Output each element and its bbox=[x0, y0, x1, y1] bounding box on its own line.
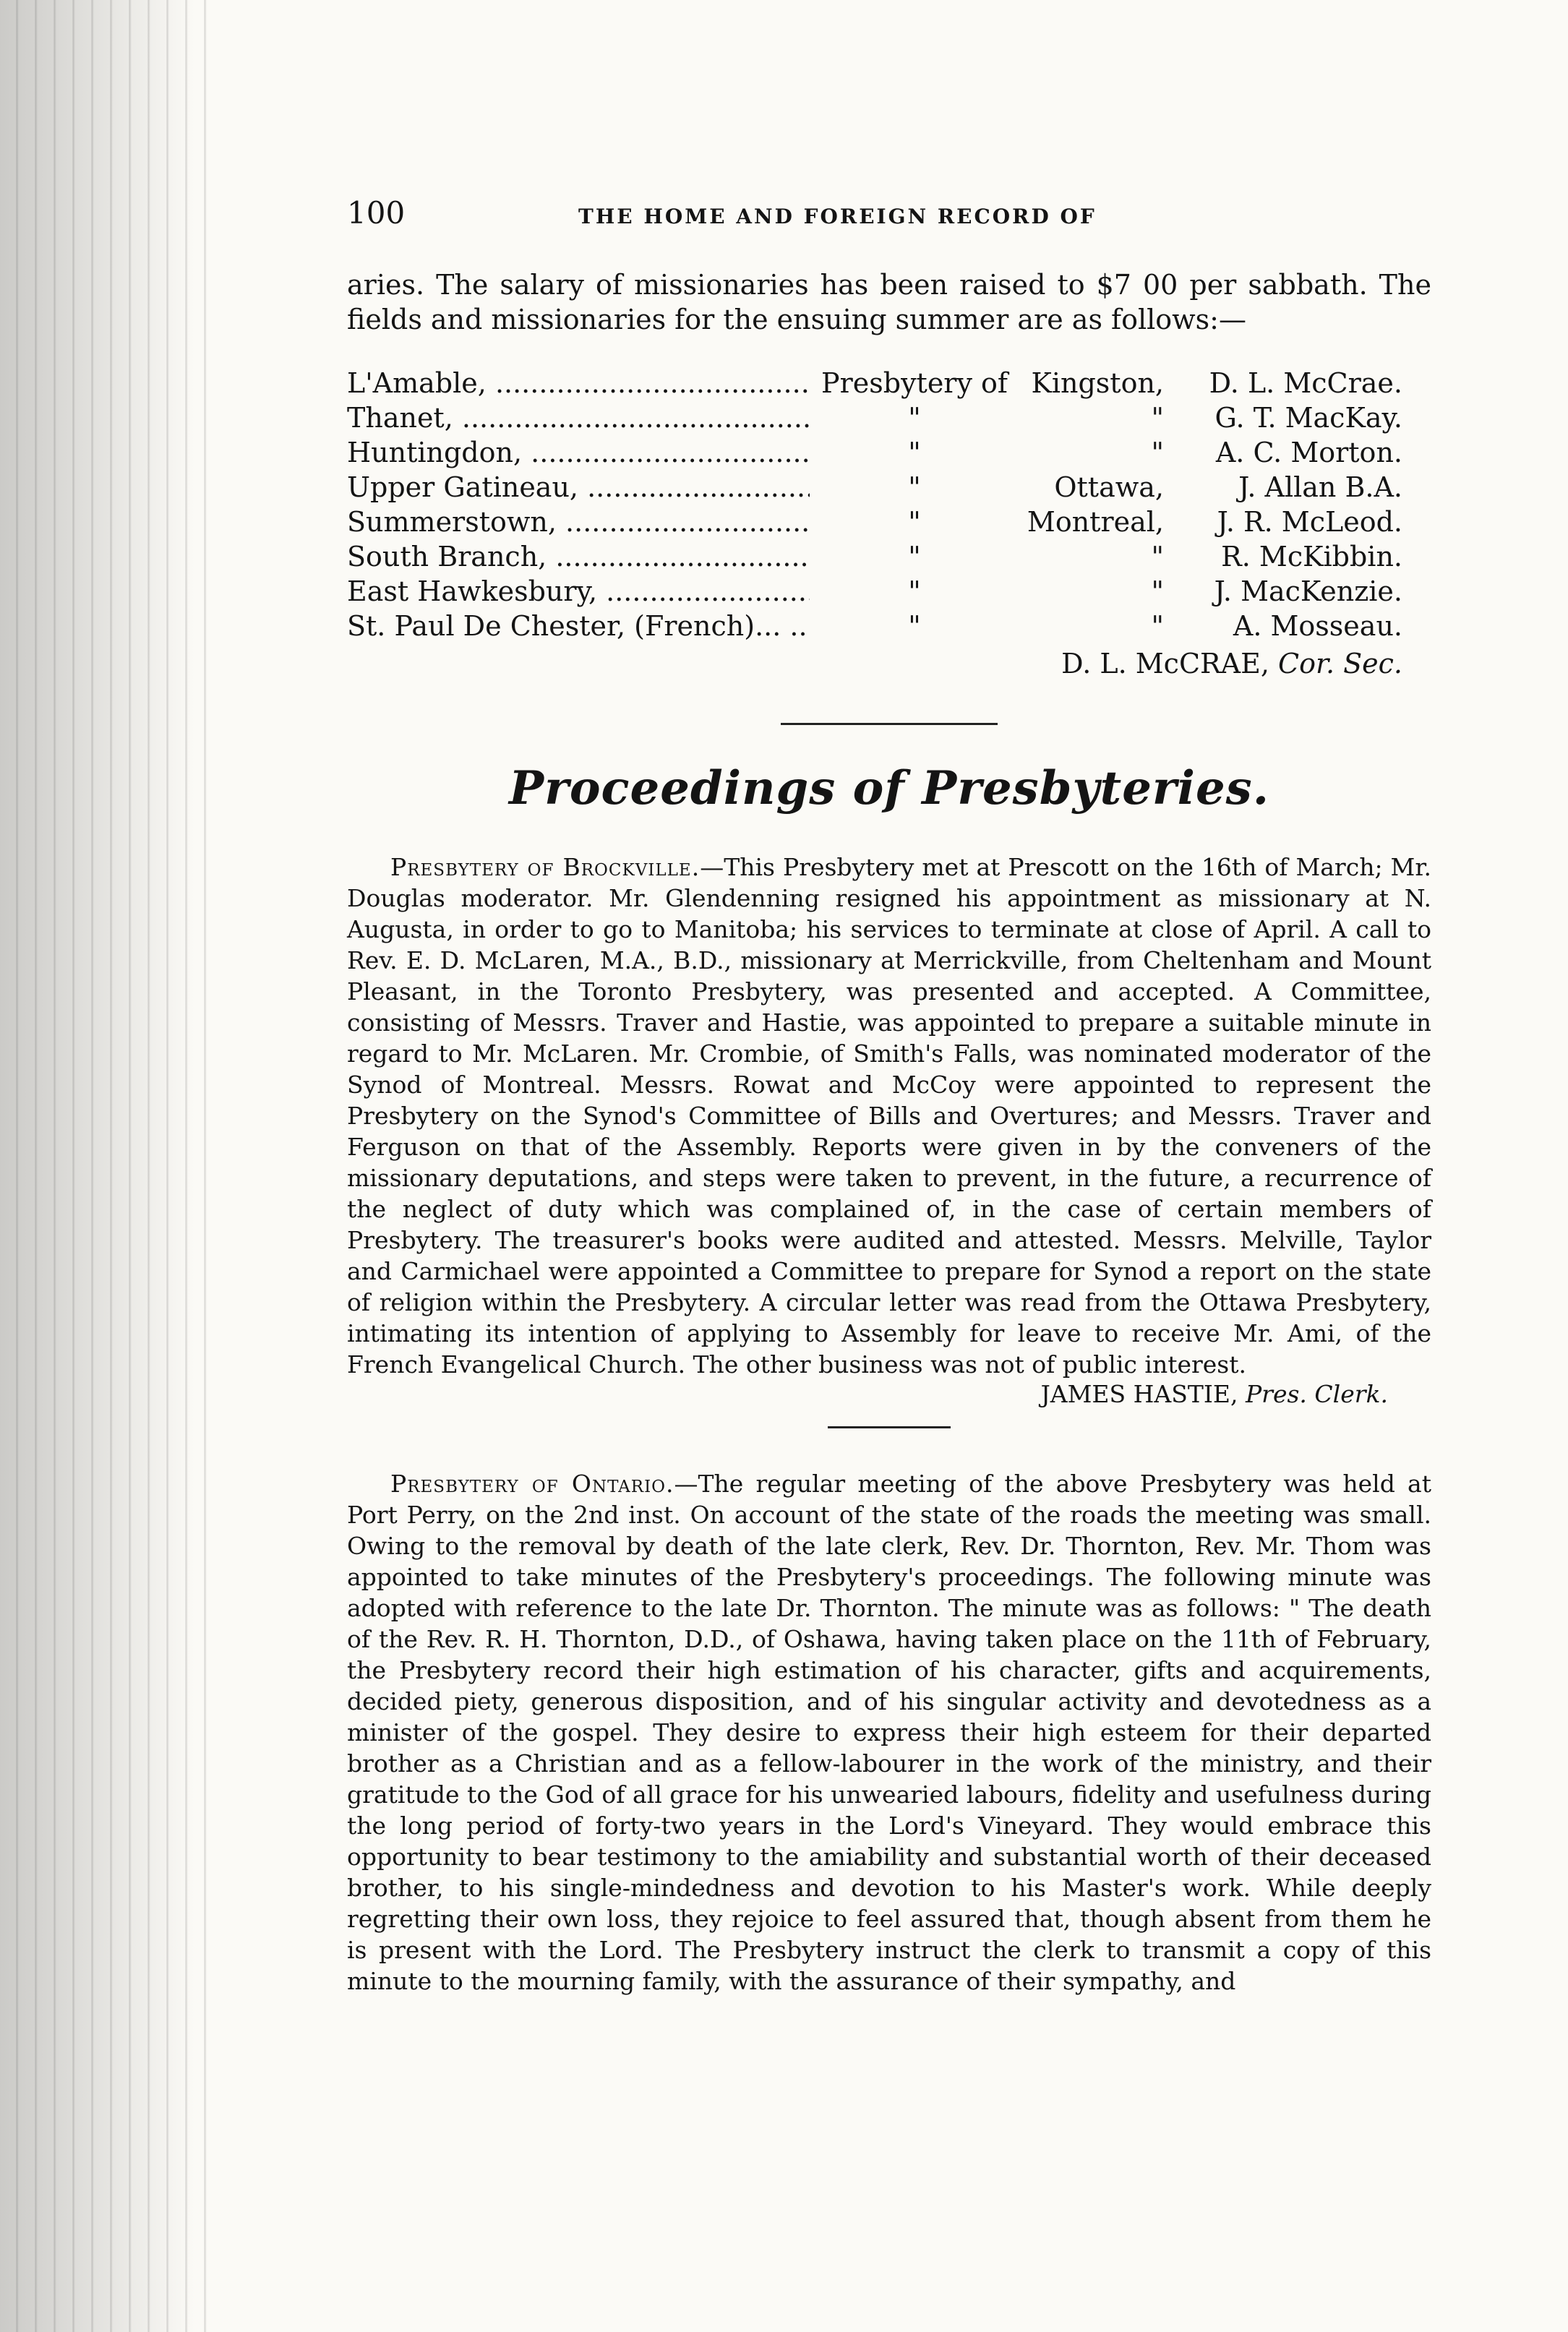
field-presbytery: " bbox=[908, 437, 921, 468]
field-name: Thanet, ..... bbox=[347, 400, 810, 435]
field-missionary: D. L. McCrae. bbox=[1209, 367, 1402, 399]
page-number: 100 bbox=[347, 195, 406, 231]
field-missionary: J. Allan B.A. bbox=[1238, 471, 1402, 503]
field-place: " bbox=[1151, 402, 1164, 434]
field-missionary: J. R. McLeod. bbox=[1217, 506, 1402, 538]
field-place: " bbox=[1151, 541, 1164, 573]
section-heading: Proceedings of Presbyteries. bbox=[509, 761, 1269, 815]
field-name: Upper Gatineau, ..... bbox=[347, 470, 810, 505]
field-name: St. Paul De Chester, (French)... ..... bbox=[347, 609, 810, 643]
intro-paragraph bbox=[347, 267, 1431, 337]
report-paragraph bbox=[347, 852, 1431, 1380]
field-missionary: A. C. Morton. bbox=[1215, 437, 1402, 468]
field-name: South Branch, ..... bbox=[347, 539, 810, 574]
field-presbytery: " bbox=[908, 402, 921, 434]
field-presbytery: Presbytery of bbox=[821, 367, 1008, 399]
mission-fields-list bbox=[347, 366, 1431, 643]
report-lead: Presbytery of Ontario. bbox=[390, 1470, 674, 1498]
binding-edge bbox=[0, 0, 217, 2332]
field-place: " bbox=[1151, 575, 1164, 607]
report-text: —The regular meeting of the above Presbytery was held at Port Perry, on the 2nd inst. On account of the state of the roads the meeting was small. Owing to the removal by death of the late clerk, Rev. Dr. Thornton, Rev. Mr. Thom was appointed to take minutes of the Presbytery's proceedings. The following minute was adopted with reference to the late Dr. Thornton. The minute was as follows: " The death of the Rev. R. H. Thornton, D.D., of Oshawa, having taken place on the 11th of February, the Presbytery record their high estimation of his character, gifts and acquirements, decided piety, generous disposition, and of his singular activity and devotedness as a minister of the gospel. They desire to express their high esteem for their departed brother as a Christian and as a fellow-labourer in the work of the ministry, and their gratitude to the God of all grace for his unwearied labours, fidelity and usefulness during the long period of forty-two years in the Lord's Vineyard. They would embrace this opportunity to bear testimony to the amiability and substantial worth of their deceased brother, to his single-mindedness and devotion to his Master's work. While deeply regretting their own loss, they rejoice to feel assured that, though absent from them he is present with the Lord. The Presbytery instruct the clerk to transmit a copy of this minute to the mourning family, with the assurance of their sympathy, and bbox=[347, 1470, 1431, 1995]
field-name: Summerstown, ..... bbox=[347, 505, 810, 539]
field-row bbox=[347, 470, 1431, 505]
field-row bbox=[347, 435, 1431, 470]
report-divider bbox=[828, 1426, 951, 1428]
field-presbytery: " bbox=[908, 541, 921, 573]
field-presbytery: " bbox=[908, 610, 921, 642]
field-row bbox=[347, 609, 1431, 643]
field-place: Montreal, bbox=[1027, 506, 1164, 538]
field-presbytery: " bbox=[908, 506, 921, 538]
running-head bbox=[347, 195, 1431, 239]
field-row bbox=[347, 505, 1431, 539]
field-presbytery: " bbox=[908, 575, 921, 607]
report-ontario bbox=[347, 1468, 1431, 1997]
clerk-name: JAMES HASTIE, bbox=[1040, 1380, 1238, 1408]
field-missionary: J. MacKenzie. bbox=[1214, 575, 1402, 607]
field-place: " bbox=[1151, 437, 1164, 468]
report-text: —This Presbytery met at Prescott on the 16th of March; Mr. Douglas moderator. Mr. Glendenning resigned his appointment as missionary at N. Augusta, in order to go to Manitoba; his services to terminate at close of April. A call to Rev. E. D. McLaren, M.A., B.D., missionary at Merrickville, from Cheltenham and Mount Pleasant, in the Toronto Presbytery, was presented and accepted. A Committee, consisting of Messrs. Traver and Hastie, was appointed to prepare a suitable minute in regard to Mr. McLaren. Mr. Crombie, of Smith's Falls, was nominated moderator of the Synod of Montreal. Messrs. Rowat and McCoy were appointed to represent the Presbytery on the Synod's Committee of Bills and Overtures; and Messrs. Traver and Ferguson on that of the Assembly. Reports were given in by the conveners of the missionary deputations, and steps were taken to prevent, in the future, a recurrence of the neglect of duty which was complained of, in the case of certain members of Presbytery. The treasurer's books were audited and attested. Messrs. Melville, Taylor and Carmichael were appointed a Committee to prepare for Synod a report on the state of religion within the Presbytery. A circular letter was read from the Ottawa Presbytery, intimating its intention of applying to Assembly for leave to receive Mr. Ami, of the French Evangelical Church. The other business was not of public interest. bbox=[347, 853, 1431, 1379]
field-place: Kingston, bbox=[1031, 367, 1164, 399]
field-row bbox=[347, 574, 1431, 609]
field-place: Ottawa, bbox=[1054, 471, 1164, 503]
intro-text: aries. The salary of missionaries has been raised to $7 00 per sabbath. The fields and missionaries for the ensuing summer are as follows:— bbox=[347, 269, 1431, 335]
secretary-name: D. L. McCRAE, bbox=[1061, 648, 1269, 680]
field-name: L'Amable, ..... bbox=[347, 366, 810, 400]
secretary-signature bbox=[347, 648, 1431, 680]
report-brockville bbox=[347, 852, 1431, 1380]
field-name: Huntingdon, ..... bbox=[347, 435, 810, 470]
report-paragraph bbox=[347, 1468, 1431, 1997]
field-row bbox=[347, 400, 1431, 435]
field-row bbox=[347, 539, 1431, 574]
field-missionary: G. T. MacKay. bbox=[1214, 402, 1402, 434]
page-body bbox=[347, 195, 1431, 1997]
field-presbytery: " bbox=[908, 471, 921, 503]
section-divider bbox=[781, 723, 998, 725]
field-place: " bbox=[1151, 610, 1164, 642]
field-missionary: R. McKibbin. bbox=[1221, 541, 1402, 573]
secretary-role: Cor. Sec. bbox=[1278, 648, 1402, 680]
field-row bbox=[347, 366, 1431, 400]
clerk-role: Pres. Clerk. bbox=[1245, 1380, 1388, 1408]
field-missionary: A. Mosseau. bbox=[1233, 610, 1402, 642]
running-title: THE HOME AND FOREIGN RECORD OF bbox=[578, 205, 1097, 228]
clerk-signature bbox=[347, 1380, 1431, 1408]
report-lead: Presbytery of Brockville. bbox=[390, 853, 701, 881]
field-name: East Hawkesbury, ..... bbox=[347, 574, 810, 609]
